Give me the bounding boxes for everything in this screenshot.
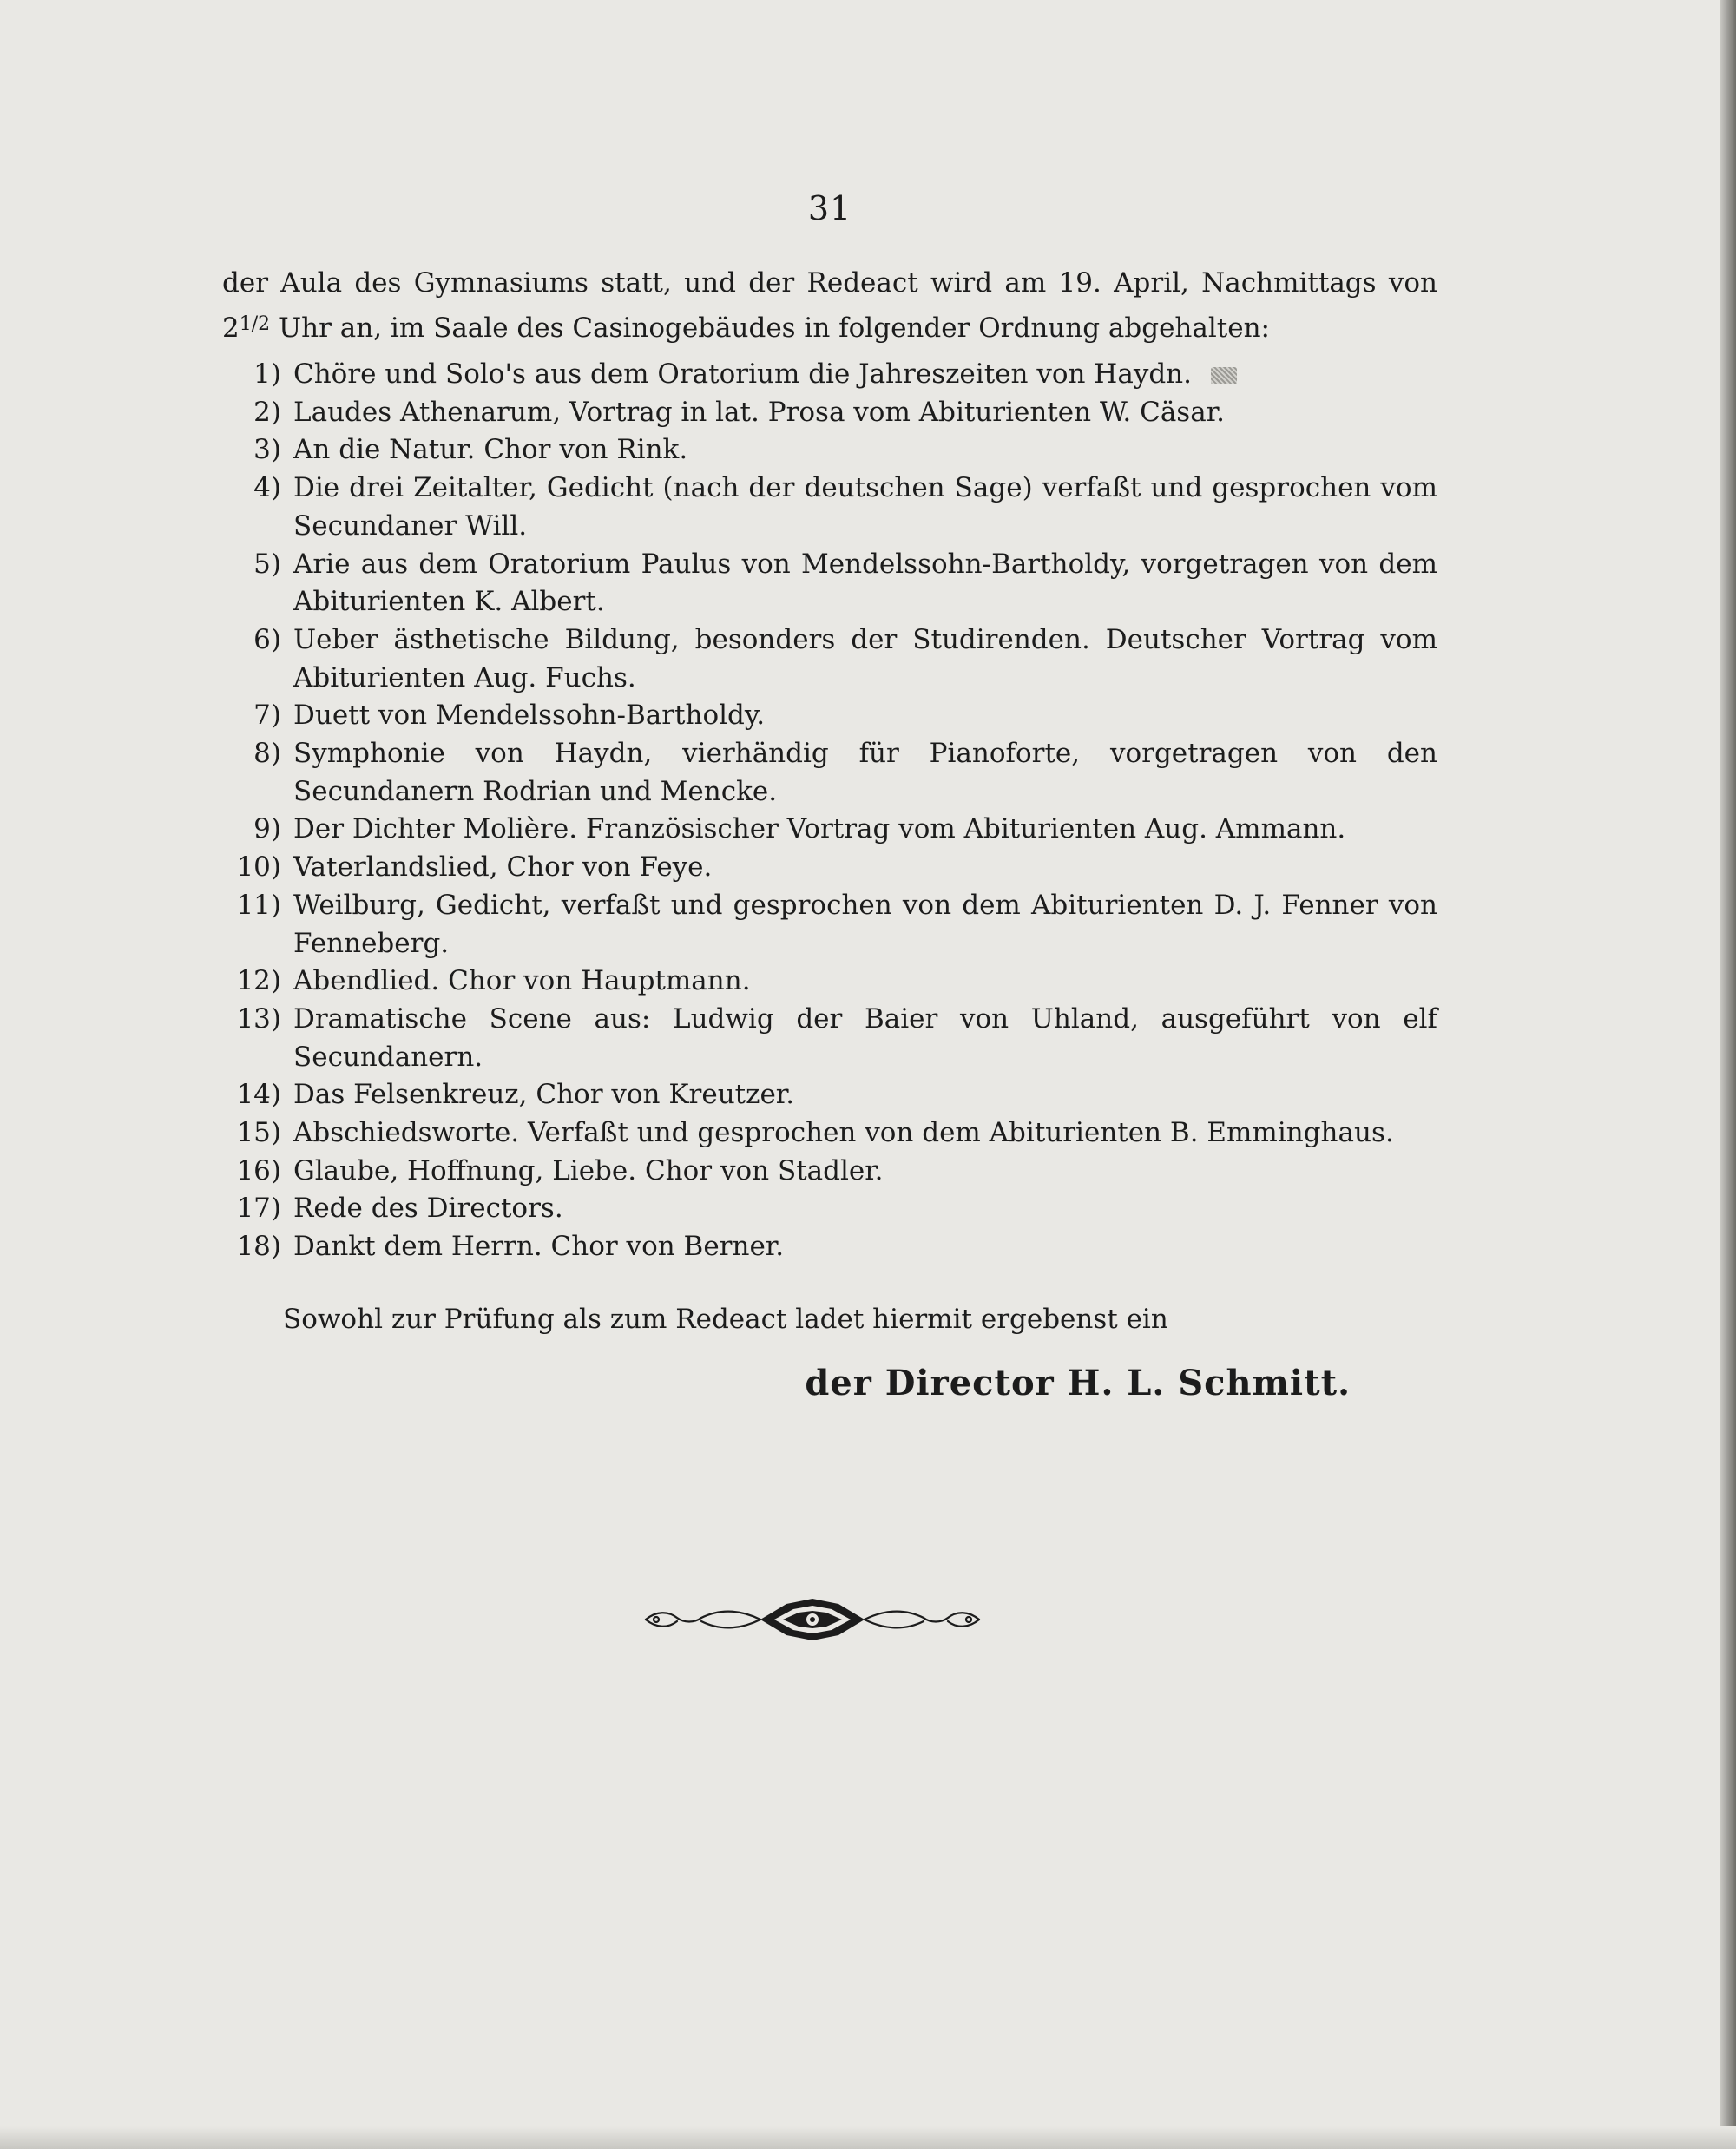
item-text: Das Felsenkreuz, Chor von Kreutzer. bbox=[293, 1079, 795, 1111]
item-text: Ueber ästhetische Bildung, besonders der Studirenden. Deutscher Vortrag vom Abiturienten Aug. Fuchs. bbox=[293, 623, 1437, 693]
item-text: Abendlied. Chor von Hauptmann. bbox=[293, 965, 751, 997]
program-item bbox=[222, 1114, 1437, 1153]
program-item bbox=[222, 1190, 1437, 1228]
item-text: An die Natur. Chor von Rink. bbox=[293, 434, 688, 466]
program-item bbox=[222, 811, 1437, 849]
program-item bbox=[222, 1076, 1437, 1114]
item-text: Laudes Athenarum, Vortrag in lat. Prosa vom Abiturienten W. Cäsar. bbox=[293, 396, 1225, 428]
closing-invitation: Sowohl zur Prüfung als zum Redeact ladet hiermit ergebenst ein bbox=[283, 1304, 1168, 1335]
item-number: 7) bbox=[253, 700, 281, 732]
item-text: Dankt dem Herrn. Chor von Berner. bbox=[293, 1231, 785, 1263]
item-text bbox=[293, 356, 1437, 394]
item-text: Weilburg, Gedicht, verfaßt und gesprochen von dem Abiturienten D. J. Fenner von Fenneberg. bbox=[293, 889, 1437, 959]
program-item bbox=[222, 621, 1437, 697]
intro-text-end: Uhr an, im Saale des Casinogebäudes in folgender Ordnung abgehalten: bbox=[270, 312, 1270, 344]
item-number: 4) bbox=[253, 472, 281, 504]
ornament-flourish-icon bbox=[639, 1595, 986, 1644]
item-number: 5) bbox=[253, 548, 281, 580]
item-number: 12) bbox=[236, 965, 281, 997]
program-item bbox=[222, 1153, 1437, 1191]
item-text: Die drei Zeitalter, Gedicht (nach der deutschen Sage) verfaßt und gesprochen vom Secundaner Will. bbox=[293, 472, 1437, 542]
item-number: 9) bbox=[253, 813, 281, 845]
ink-stamp-mark bbox=[1211, 367, 1237, 384]
item-number: 6) bbox=[253, 623, 281, 655]
item-number: 13) bbox=[236, 1002, 281, 1035]
program-item bbox=[222, 546, 1437, 621]
page-content bbox=[222, 0, 1437, 2149]
director-signature: der Director H. L. Schmitt. bbox=[805, 1363, 1351, 1403]
item-text: Glaube, Hoffnung, Liebe. Chor von Stadler. bbox=[293, 1154, 884, 1186]
item-text: Arie aus dem Oratorium Paulus von Mendelssohn-Bartholdy, vorgetragen von dem Abiturienten K. Albert. bbox=[293, 548, 1437, 618]
item-number: 15) bbox=[236, 1117, 281, 1149]
item-number: 18) bbox=[236, 1231, 281, 1263]
program-item bbox=[222, 431, 1437, 470]
program-item bbox=[222, 849, 1437, 887]
intro-fraction: 1/2 bbox=[239, 313, 271, 335]
page-edge bbox=[1720, 0, 1736, 2149]
item-text: Symphonie von Haydn, vierhändig für Pianoforte, vorgetragen von den Secundanern Rodrian und Mencke. bbox=[293, 738, 1437, 807]
item-number: 17) bbox=[236, 1193, 281, 1225]
program-item bbox=[222, 470, 1437, 545]
decorative-ornament bbox=[639, 1595, 986, 1644]
item-number: 14) bbox=[236, 1079, 281, 1111]
intro-text-start: der Aula des Gymnasiums statt, und der Redeact wird am 19. April, Nachmittags von 2 bbox=[222, 267, 1437, 344]
item-text: Duett von Mendelssohn-Bartholdy. bbox=[293, 700, 766, 732]
item-number: 16) bbox=[236, 1154, 281, 1186]
item-number: 10) bbox=[236, 851, 281, 884]
intro-paragraph bbox=[222, 262, 1437, 349]
program-item bbox=[222, 1001, 1437, 1076]
program-item bbox=[222, 356, 1437, 394]
program-item bbox=[222, 735, 1437, 811]
item-text: Vaterlandslied, Chor von Feye. bbox=[293, 851, 713, 884]
program-item bbox=[222, 887, 1437, 963]
program-item bbox=[222, 697, 1437, 735]
program-item bbox=[222, 394, 1437, 432]
item-number: 8) bbox=[253, 738, 281, 770]
program-list bbox=[222, 356, 1437, 1266]
item-number: 11) bbox=[236, 889, 281, 921]
program-item bbox=[222, 963, 1437, 1001]
item-text: Abschiedsworte. Verfaßt und gesprochen von dem Abiturienten B. Emminghaus. bbox=[293, 1117, 1394, 1149]
page-number: 31 bbox=[807, 189, 852, 227]
item-text-content: Chöre und Solo's aus dem Oratorium die Jahreszeiten von Haydn. bbox=[293, 358, 1193, 390]
item-number: 2) bbox=[253, 396, 281, 428]
item-text: Der Dichter Molière. Französischer Vortrag vom Abiturienten Aug. Ammann. bbox=[293, 813, 1346, 845]
item-number: 3) bbox=[253, 434, 281, 466]
item-text: Rede des Directors. bbox=[293, 1193, 563, 1225]
item-text: Dramatische Scene aus: Ludwig der Baier von Uhland, ausgeführt von elf Secundanern. bbox=[293, 1002, 1437, 1073]
item-number: 1) bbox=[253, 358, 281, 390]
program-item bbox=[222, 1228, 1437, 1266]
